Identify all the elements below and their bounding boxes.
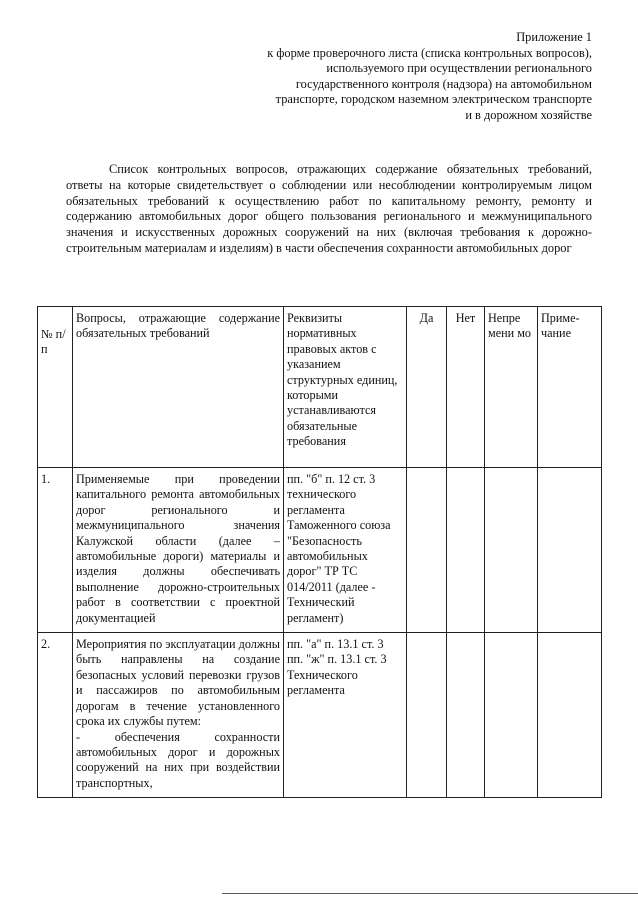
table-row <box>38 633 602 798</box>
header-num: № п/п <box>38 307 73 468</box>
appendix-line: государственного контроля (надзора) на автомобильном <box>295 76 592 91</box>
row-num: 2. <box>38 633 73 798</box>
header-not-applicable: Непре мени мо <box>485 307 538 468</box>
appendix-line: и в дорожном хозяйстве <box>465 107 592 122</box>
header-note: Приме- чание <box>538 307 602 468</box>
row-question: Мероприятия по эксплуатации должны быть направлены на создание безопасных условий перевозки грузов и пассажиров по автомобильным дорогам в течение установленного срока их службы путем: - обеспечения сохранности автомобильных дорог и дорожных сооружений на них при воздействии транспортных, <box>73 633 284 798</box>
row-no-cell[interactable] <box>447 468 485 633</box>
header-question: Вопросы, отражающие содержание обязательных требований <box>73 307 284 468</box>
appendix-line: используемого при осуществлении регионального <box>326 61 592 76</box>
appendix-line: транспорте, городском наземном электрическом транспорте <box>275 92 592 107</box>
row-not-applicable-cell[interactable] <box>485 633 538 798</box>
header-requisites: Реквизиты нормативных правовых актов с указанием структурных единиц, которыми устанавливаются обязательные требования <box>284 307 407 468</box>
row-question: Применяемые при проведении капитального ремонта автомобильных дорог регионального и межмуниципального значения Калужской области (далее – автомобильные дороги) материалы и изделия должны обеспечивать выполнение дорожно-строительных работ в соответствии с проектной документацией <box>73 468 284 633</box>
row-requisites: пп. "а" п. 13.1 ст. 3 пп. "ж" п. 13.1 ст. 3 Технического регламента <box>284 633 407 798</box>
checklist-table <box>37 306 602 798</box>
row-note-cell[interactable] <box>538 468 602 633</box>
row-no-cell[interactable] <box>447 633 485 798</box>
table-header-row <box>38 307 602 468</box>
document-title: Список контрольных вопросов, отражающих содержание обязательных требований, ответы на которые свидетельствует о соблюдении или несоблюдении контролируемым лицом обязательных требований к осуществлению работ по капитальному ремонту, ремонту и содержанию автомобильных дорог общего пользования регионального и межмуниципального значения и искусственных дорожных сооружений на них (включая требования к дорожно-строительным материалам и изделиям) в части обеспечения сохранности автомобильных дорог <box>66 162 592 255</box>
appendix-line: к форме проверочного листа (списка контрольных вопросов), <box>267 45 592 60</box>
header-no: Нет <box>447 307 485 468</box>
row-yes-cell[interactable] <box>407 633 447 798</box>
appendix-line: Приложение 1 <box>516 30 592 44</box>
table-row <box>38 468 602 633</box>
row-num: 1. <box>38 468 73 633</box>
header-yes: Да <box>407 307 447 468</box>
appendix-header <box>267 30 592 124</box>
row-requisites: пп. "б" п. 12 ст. 3 технического регламента Таможенного союза "Безопасность автомобильных дорог" ТР ТС 014/2011 (далее - Технический регламент) <box>284 468 407 633</box>
row-not-applicable-cell[interactable] <box>485 468 538 633</box>
row-yes-cell[interactable] <box>407 468 447 633</box>
page-bottom-divider <box>222 893 638 894</box>
row-note-cell[interactable] <box>538 633 602 798</box>
